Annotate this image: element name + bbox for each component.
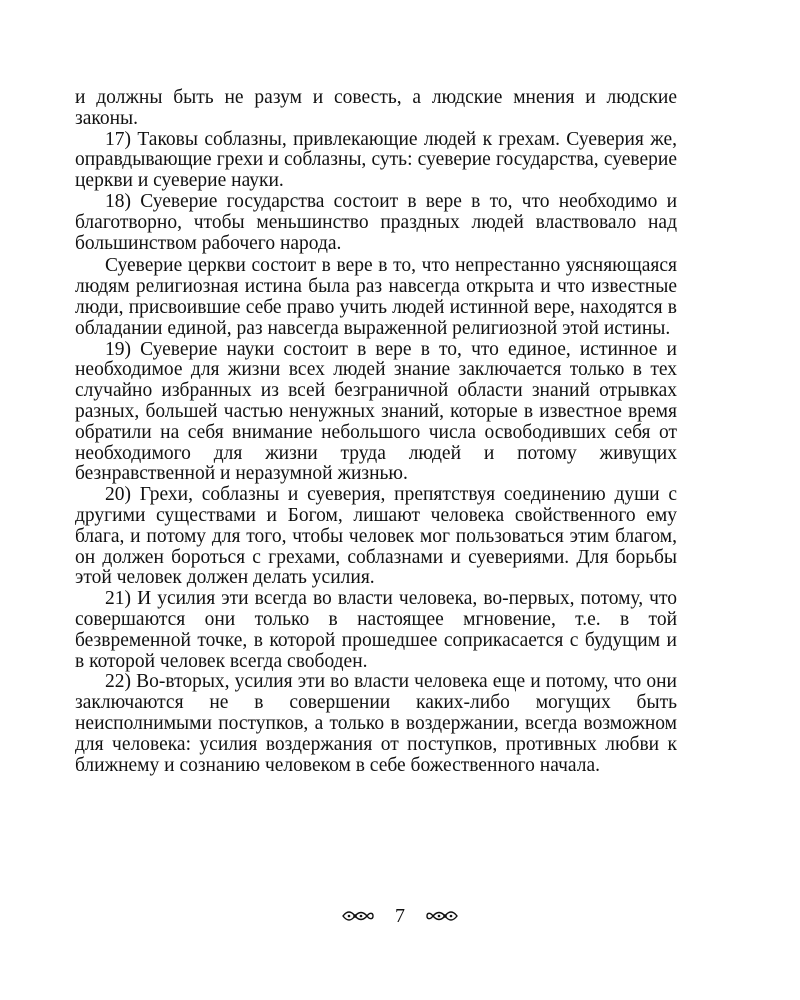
paragraph-18: 18) Суеверие государства состоит в вере в то, что необходимо и благотворно, чтобы меньшинство праздных людей властвовало над большинством рабочего народа. [75,190,677,254]
paragraph-19: 19) Суеверие науки состоит в вере в то, что единое, истинное и необходимое для жизни всех людей знание заключается только в тех случайно избранных из всей безграничной области знаний отрывках разных, большей частью ненужных знаний, которые в известное время обратили на себя внимание небольшого числа освободивших себя от необходимого для жизни труда людей и потому живущих безнравственной и неразумной жизнью. [75,338,677,485]
paragraph-22: 22) Во-вторых, усилия эти во власти человека еще и потому, что они заключаются не в совершении каких-либо могущих быть неисполнимыми поступков, а только в воздержании, всегда возможном для человека: усилия воздержания от поступков, противных любви к ближнему и сознанию человеком в себе божественного начала. [75,671,677,776]
paragraph-21: 21) И усилия эти всегда во власти человека, во-первых, потому, что совершаются они только в настоящее мгновение, т.е. в той безвременной точке, в которой прошедшее соприкасается с будущим и в которой человек всегда свободен. [75,588,677,672]
floral-ornament-icon [425,906,459,926]
paragraph-church-superstition: Суеверие церкви состоит в вере в то, что непрестанно уясняющаяся людям религиозная истина была раз навсегда открыта и что известные люди, присвоившие себе право учить людей истинной вере, находятся в обладании единой, раз навсегда выраженной религиозной этой истины. [75,255,677,339]
paragraph-continuation: и должны быть не разум и совесть, а людские мнения и людские законы. [75,87,677,129]
floral-ornament-icon [341,906,375,926]
paragraph-17: 17) Таковы соблазны, привлекающие людей к грехам. Суеверия же, оправдывающие грехи и соблазны, суть: суеверие государства, суеверие церкви и суеверие науки. [75,128,677,192]
page-body [75,88,677,776]
paragraph-20: 20) Грехи, соблазны и суеверия, препятствуя соединению души с другими существами и Богом, лишают человека свойственного ему блага, и потому для того, чтобы человек мог пользоваться этим благом, он должен бороться с грехами, соблазнами и суевериями. Для борьбы этой человек должен делать усилия. [75,484,677,589]
page-footer [0,906,800,926]
page-number: 7 [395,905,405,927]
